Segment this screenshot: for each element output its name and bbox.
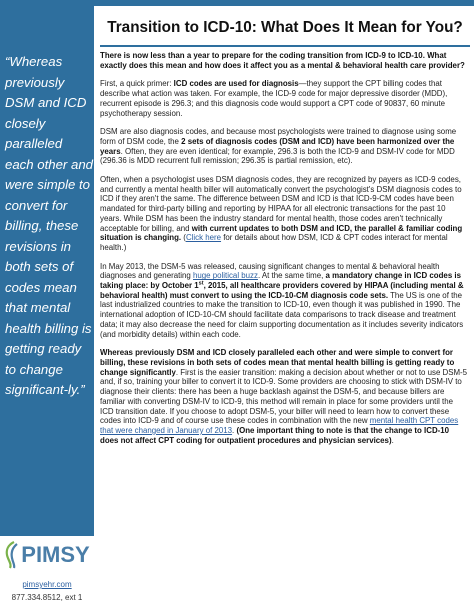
- page-title: Transition to ICD-10: What Does It Mean for You?: [107, 19, 463, 36]
- article-paragraph: [100, 79, 468, 118]
- brand-block: [0, 536, 94, 613]
- inline-link[interactable]: Click here: [185, 233, 222, 243]
- body-text: —they support the CPT billing codes that describe what action was taken. For example, the ICD-9 code for major depressive disorder (MDD), recurrent episode is 296.3; and this diagnosis code would support a CPT code of 90837, 60 minute psychotherapy session.: [100, 79, 448, 118]
- emphasis-text: There is now less than a year to prepare for the coding transition from ICD-9 to ICD-10. What exactly does this mean and how does it affect you as a mental & behavioral health care provider?: [100, 51, 465, 70]
- body-text: . At the same time,: [257, 271, 326, 281]
- inline-link[interactable]: huge political buzz: [193, 271, 258, 281]
- logo: [0, 538, 94, 572]
- body-text: First, a quick primer:: [100, 79, 174, 89]
- emphasis-text: (One important thing to note is that the change to ICD-10 does not affect CPT coding for outpatient procedures and physician services): [100, 425, 450, 445]
- emphasis-text: Whereas previously DSM and ICD closely paralleled each other and were simple to convert for billing, these revisions in both sets of codes mean that mental health billing is getting ready to change significantly: [100, 348, 455, 377]
- body-text: .: [232, 425, 237, 435]
- inline-link[interactable]: mental health CPT codes that were changed in January of 2013: [100, 416, 459, 435]
- emphasis-text: 2 sets of diagnosis codes (DSM and ICD) have been harmonized over the years: [100, 136, 455, 156]
- emphasis-text: a mandatory change in ICD codes is taking place: by October 1st, 2015, all healthcare providers covered by HIPAA (including mental & behavioral health) must convert to using the ICD-10-CM diagnosis code sets.: [100, 271, 464, 300]
- article-paragraph: [100, 127, 468, 166]
- article-paragraph: [100, 262, 468, 340]
- body-text: for details about how DSM, ICD & CPT codes interact for mental health.): [100, 233, 448, 252]
- title-divider: [100, 45, 470, 47]
- website-link[interactable]: pimsyehr.com: [22, 580, 72, 589]
- article-paragraph: [100, 51, 468, 70]
- body-text: (: [181, 233, 186, 243]
- body-text: . Often, they are even identical; for example, 296.3 is both the ICD-9 and DSM-IV code for MDD (296.36 is MDD recurrent full remission; 296.35 is partial remission, etc).: [100, 146, 455, 166]
- top-accent-bar: [94, 0, 474, 6]
- pull-quote: “Whereas previously DSM and ICD closely paralleled each other and were simple to convert for billing, these revisions in both sets of codes mean that mental health billing is getting ready to change significant-ly.”: [5, 54, 93, 397]
- body-text: Often, when a psychologist uses DSM diagnosis codes, they are recognized by payers as ICD-9 codes, and currently a mental health biller will automatically convert the psychologist's DSM diagnosis codes to ICD if they aren't the same. The difference between DSM and ICD is that ICD-9-CM codes have been mandated for third-party billing and reporting by HIPAA for all electronic transactions for the past 10 years. While DSM has been the industry standard for mental health, those codes aren't technically acceptable for billing, and: [100, 175, 462, 233]
- sidebar: [0, 0, 94, 613]
- phone-number: 877.334.8512, ext 1: [11, 593, 83, 602]
- article-paragraph: [100, 348, 468, 445]
- body-text: The US is one of the last industrialized countries to make the transition to ICD-10, even though it was published in 1990. The international adoption of ICD-10-CM should facilitate data comparisons to track disease and treatment data; it may also decrease the need for claim supporting documentation as it includes severity indicators (and morbidity details) within each code.: [100, 290, 464, 339]
- body-text: DSM are also diagnosis codes, and because most psychologists were trained to diagnose using some form of DSM code, the: [100, 127, 457, 146]
- body-text: In May 2013, the DSM-5 was released, causing significant changes to mental & behavioral health diagnoses and generating: [100, 261, 440, 281]
- emphasis-text: with current updates to both DSM and ICD, the parallel & familiar coding situation is changing.: [100, 223, 463, 243]
- article-paragraph: [100, 175, 468, 253]
- body-text: . First is the easier transition: making a decision about whether or not to use DSM-5 and, if so, training your biller to convert it to ICD-9. Some providers are choosing to stick with DSM-IV to diagnose their clients: there has been a huge backlash against the DSM-5, and because billers are familiar with converting DSM-IV to ICD-9, this method will remain in place for some providers until the ICD transition date. If you choose to adopt DSM-5, your biller will need to learn how to convert these codes into ICD-9 and of course use these codes in combination with the new: [100, 367, 468, 426]
- body-text: .: [391, 435, 394, 445]
- logo-text: PIMSY: [21, 542, 90, 567]
- logo-mark-icon: [4, 541, 20, 569]
- emphasis-text: ICD codes are used for diagnosis: [173, 79, 299, 89]
- article-body: [100, 51, 468, 454]
